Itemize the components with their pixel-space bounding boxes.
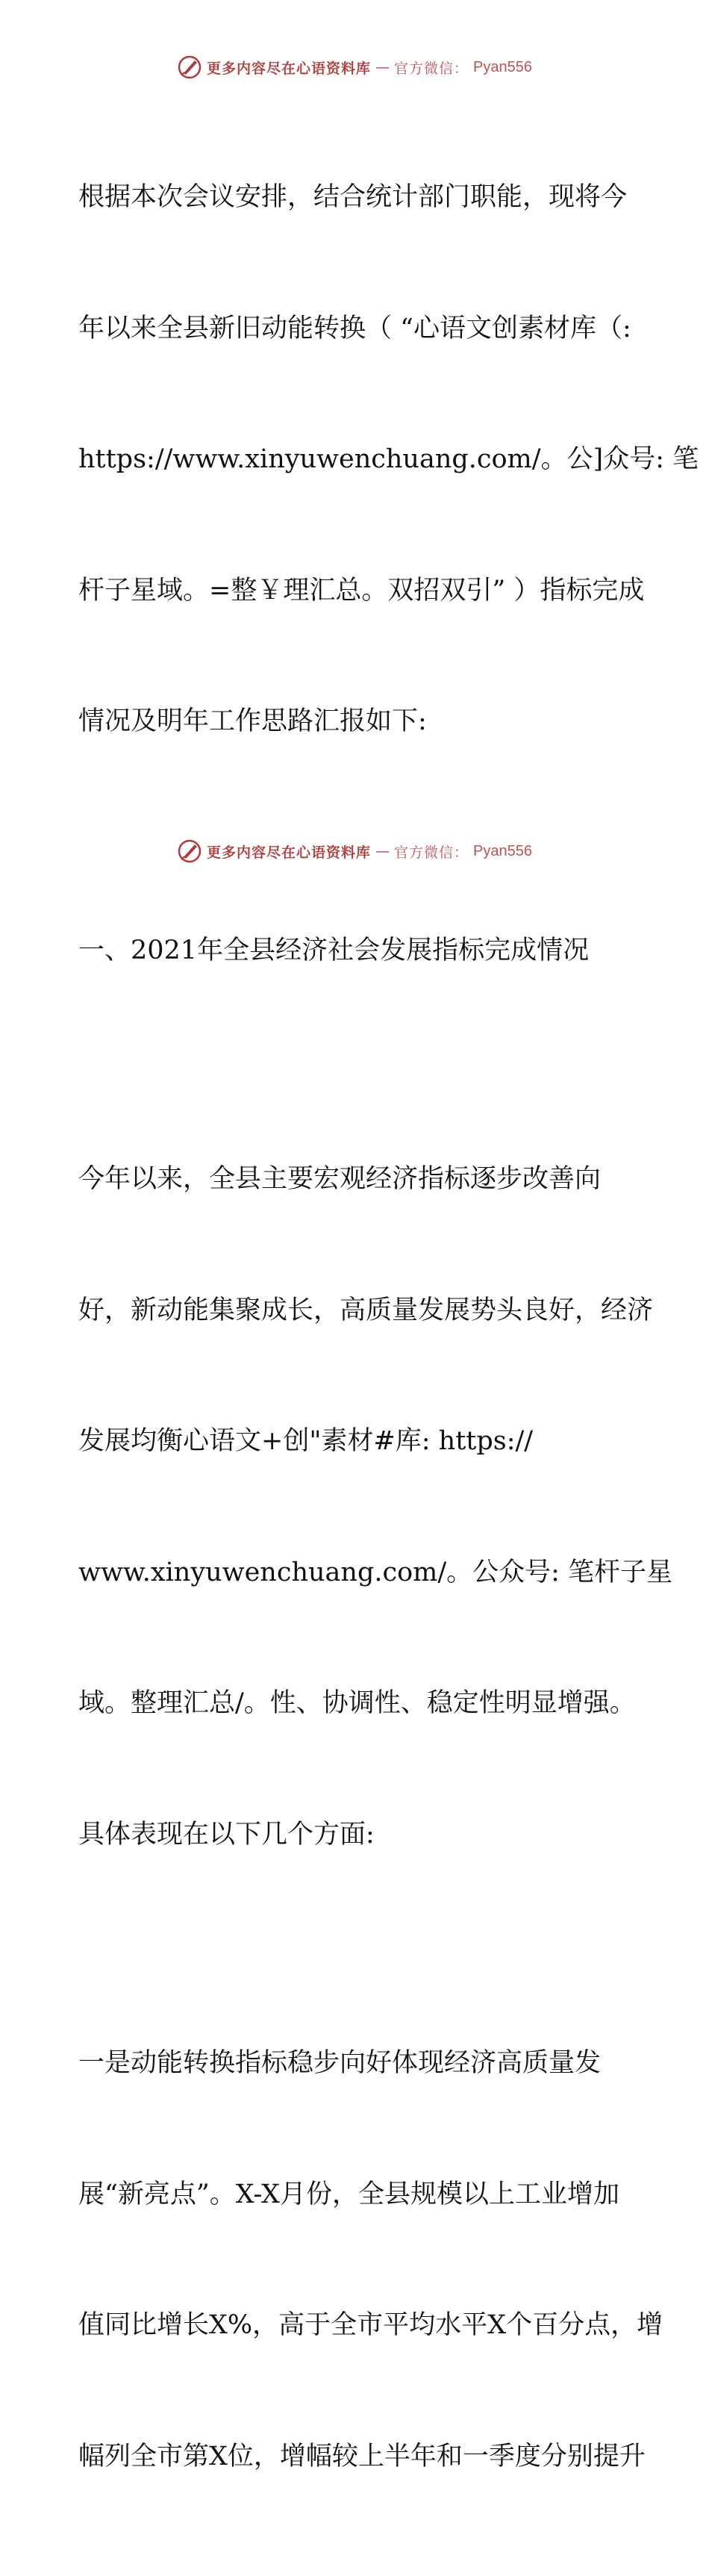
banner-wechat-id: Pyan556: [473, 842, 532, 859]
banner-wechat-label: 官方微信：: [394, 60, 469, 77]
paragraph-point-one: [72, 1954, 663, 2566]
text-line: 好，新动能集聚成长，高质量发展势头良好，经济: [78, 1295, 654, 1325]
banner-separator: —: [375, 843, 390, 859]
text-line: 杆子星域。=整￥理汇总。双招双引” ）指标完成: [78, 575, 645, 606]
text-line: 幅列全市第X位，增幅较上半年和一季度分别提升: [78, 2441, 646, 2471]
feather-pen-circle-icon: [177, 55, 202, 80]
text-line: https://www.xinyuwenchuang.com/。公]众号: 笔: [78, 444, 699, 474]
header-watermark-banner: [0, 52, 709, 82]
text-line: 域。整理汇总/。性、协调性、稳定性明显增强。: [78, 1688, 636, 1718]
text-line: 具体表现在以下几个方面:: [78, 1819, 375, 1849]
text-line: 发展均衡心语文+创"素材#库: https://: [78, 1426, 534, 1456]
heading-line: 一、2021年全县经济社会发展指标完成情况: [78, 935, 590, 965]
text-line: 一是动能转换指标稳步向好体现经济高质量发: [78, 2048, 602, 2078]
feather-pen-circle-icon: [177, 839, 202, 864]
text-line: 根据本次会议安排，结合统计部门职能，现将今: [78, 182, 628, 212]
text-line: 年以来全县新旧动能转换（ “心语文创素材库（:: [78, 313, 631, 343]
text-line: www.xinyuwenchuang.com/。公众号: 笔杆子星: [78, 1557, 673, 1587]
text-line: 展“新亮点”。X-X月份，全县规模以上工业增加: [78, 2179, 619, 2209]
text-line: 情况及明年工作思路汇报如下:: [78, 706, 427, 736]
footer-watermark-banner: [0, 836, 709, 866]
document-body: [72, 88, 699, 2576]
banner-main-text: 更多内容尽在心语资料库: [207, 60, 372, 77]
paragraph-overview: [72, 1070, 673, 1944]
section-heading: [72, 841, 640, 1060]
banner-wechat-id: Pyan556: [473, 58, 532, 75]
paragraph-intro: [72, 88, 699, 831]
banner-wechat-label: 官方微信：: [394, 844, 469, 861]
text-line: 值同比增长X%，高于全市平均水平X个百分点，增: [78, 2310, 663, 2340]
banner-separator: —: [375, 59, 390, 75]
banner-main-text: 更多内容尽在心语资料库: [207, 844, 372, 861]
text-line: 今年以来，全县主要宏观经济指标逐步改善向: [78, 1164, 602, 1194]
